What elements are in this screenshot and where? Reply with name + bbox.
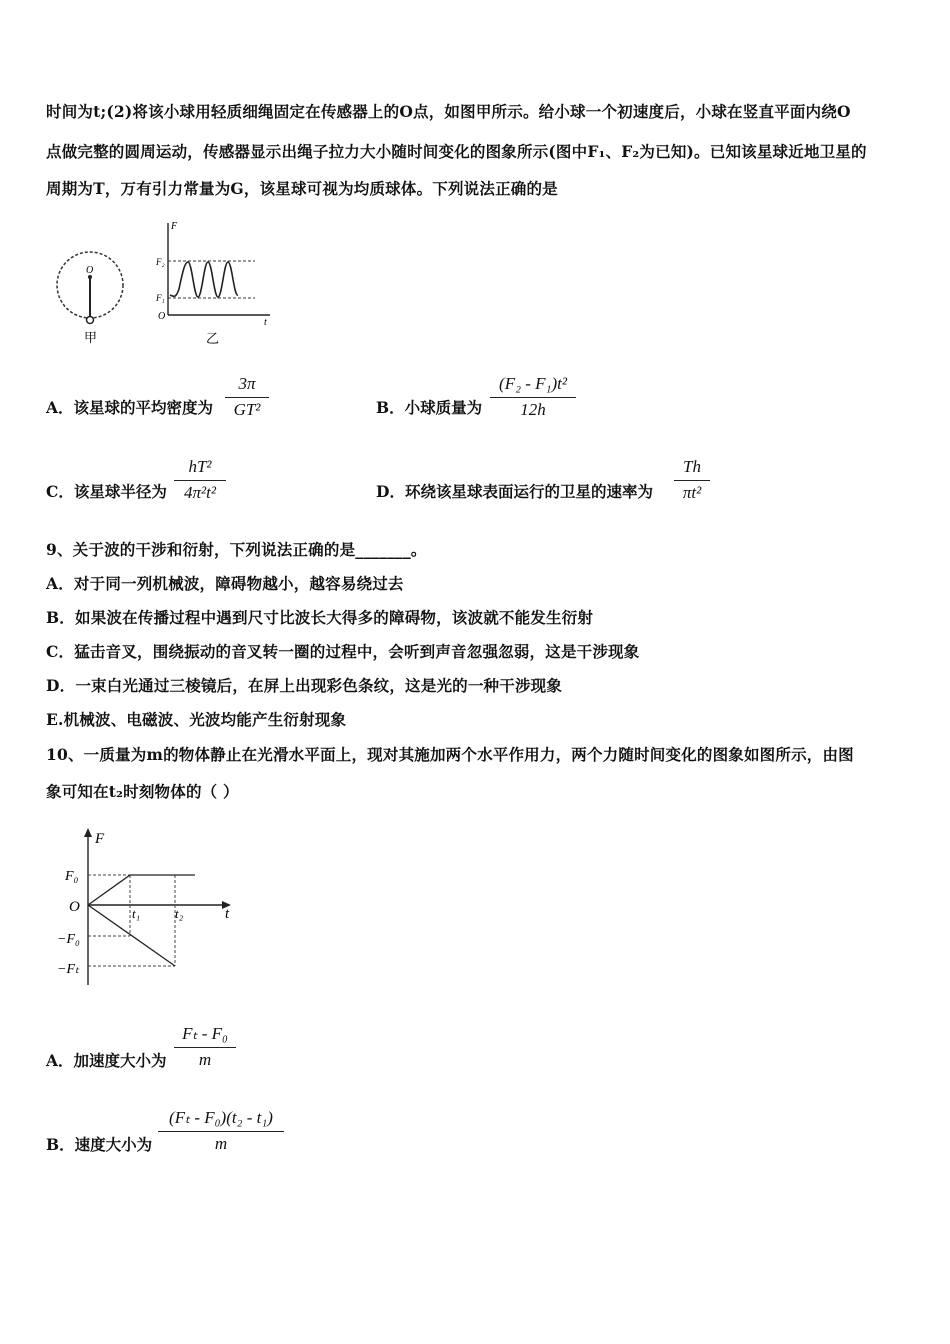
q8-center-label: O xyxy=(86,265,94,276)
q8-label-yi: 乙 xyxy=(206,331,220,346)
q10-neg-ft-label: −Fₜ xyxy=(57,962,80,977)
q8-figure xyxy=(48,215,288,350)
q10-neg-f0-label: −F₀ xyxy=(57,932,80,947)
q10-option-b-formula xyxy=(158,1108,284,1154)
q8-f1-label: F₁ xyxy=(156,293,165,303)
q10-origin: O xyxy=(69,899,80,915)
q8-option-a-formula xyxy=(225,374,269,420)
q8-stem-line-2: 点做完整的圆周运动，传感器显示出绳子拉力大小随时间变化的图象所示(图中F₁、F₂为已知)。已知该星球近地卫星的 xyxy=(46,142,867,161)
q10-t2-label: t₂ xyxy=(175,906,184,921)
q9-stem: 9、关于波的干涉和衍射，下列说法正确的是_______。 xyxy=(46,540,427,559)
q10-option-a-num: Fₜ - F₀ xyxy=(174,1024,236,1048)
q8-option-c-label: C．该星球半径为 xyxy=(46,482,167,501)
q8-option-b-formula xyxy=(490,374,576,420)
q8-option-b-num: (F₂ - F₁)t² xyxy=(490,374,576,398)
q8-option-d-den: πt² xyxy=(682,483,702,502)
q10-axis-f: F xyxy=(95,831,105,847)
q8-axis-f: F xyxy=(171,221,178,232)
q10-option-b-label: B．速度大小为 xyxy=(46,1135,153,1154)
q8-wave xyxy=(170,262,238,297)
q9-option-e: E.机械波、电磁波、光波均能产生衍射现象 xyxy=(46,710,347,729)
q8-option-c-den: 4π²t² xyxy=(184,483,216,502)
q9-option-a: A．对于同一列机械波，障碍物越小，越容易绕过去 xyxy=(46,574,404,593)
q10-f-arrow xyxy=(84,828,92,837)
q8-option-d-num: Th xyxy=(674,457,710,481)
q8-label-jia: 甲 xyxy=(84,330,98,345)
q8-stem-line-1: 时间为t;(2)将该小球用轻质细绳固定在传感器上的O点，如图甲所示。给小球一个初速度后，小球在竖直平面内绕O xyxy=(46,102,851,121)
q8-option-a-den: GT² xyxy=(233,400,261,419)
q9-option-d: D．一束白光通过三棱镜后，在屏上出现彩色条纹，这是光的一种干涉现象 xyxy=(46,676,563,695)
q10-stem-line-1: 10、一质量为m的物体静止在光滑水平面上，现对其施加两个水平作用力，两个力随时间变化的图象如图所示，由图 xyxy=(46,745,854,764)
q8-option-b-den: 12h xyxy=(520,400,546,419)
q10-t1-label: t₁ xyxy=(132,906,141,921)
q8-option-b-label: B．小球质量为 xyxy=(376,398,483,417)
q8-axis-t: t xyxy=(264,317,267,328)
q8-option-c-formula xyxy=(174,457,226,503)
q10-f0-label: F₀ xyxy=(65,869,79,884)
q10-stem-line-2: 象可知在t₂时刻物体的（ ） xyxy=(46,782,239,801)
q9-option-c: C．猛击音叉，围绕振动的音叉转一圈的过程中，会听到声音忽强忽弱，这是干涉现象 xyxy=(46,642,640,661)
q8-option-d-formula xyxy=(674,457,710,503)
q10-option-b-den: m xyxy=(214,1134,228,1153)
q8-f2-label: F₂ xyxy=(156,257,165,267)
q10-option-a-label: A．加速度大小为 xyxy=(46,1051,167,1070)
q10-option-a-den: m xyxy=(198,1050,212,1069)
q8-option-a-label: A．该星球的平均密度为 xyxy=(46,398,214,417)
q8-option-a-num: 3π xyxy=(225,374,269,398)
q8-ball xyxy=(87,317,94,324)
q10-figure xyxy=(55,825,245,995)
q10-axis-t: t xyxy=(225,906,230,922)
q10-option-a-formula xyxy=(174,1024,236,1070)
q8-option-c-num: hT² xyxy=(174,457,226,481)
q8-stem-line-3: 周期为T，万有引力常量为G，该星球可视为均质球体。下列说法正确的是 xyxy=(46,179,558,198)
q8-option-d-label: D．环绕该星球表面运行的卫星的速率为 xyxy=(376,482,653,501)
q8-origin: O xyxy=(158,311,166,322)
q9-option-b: B．如果波在传播过程中遇到尺寸比波长大得多的障碍物，该波就不能发生衍射 xyxy=(46,608,594,627)
q10-option-b-num: (Fₜ - F₀)(t₂ - t₁) xyxy=(158,1108,284,1132)
q10-f1-rise xyxy=(88,875,130,905)
